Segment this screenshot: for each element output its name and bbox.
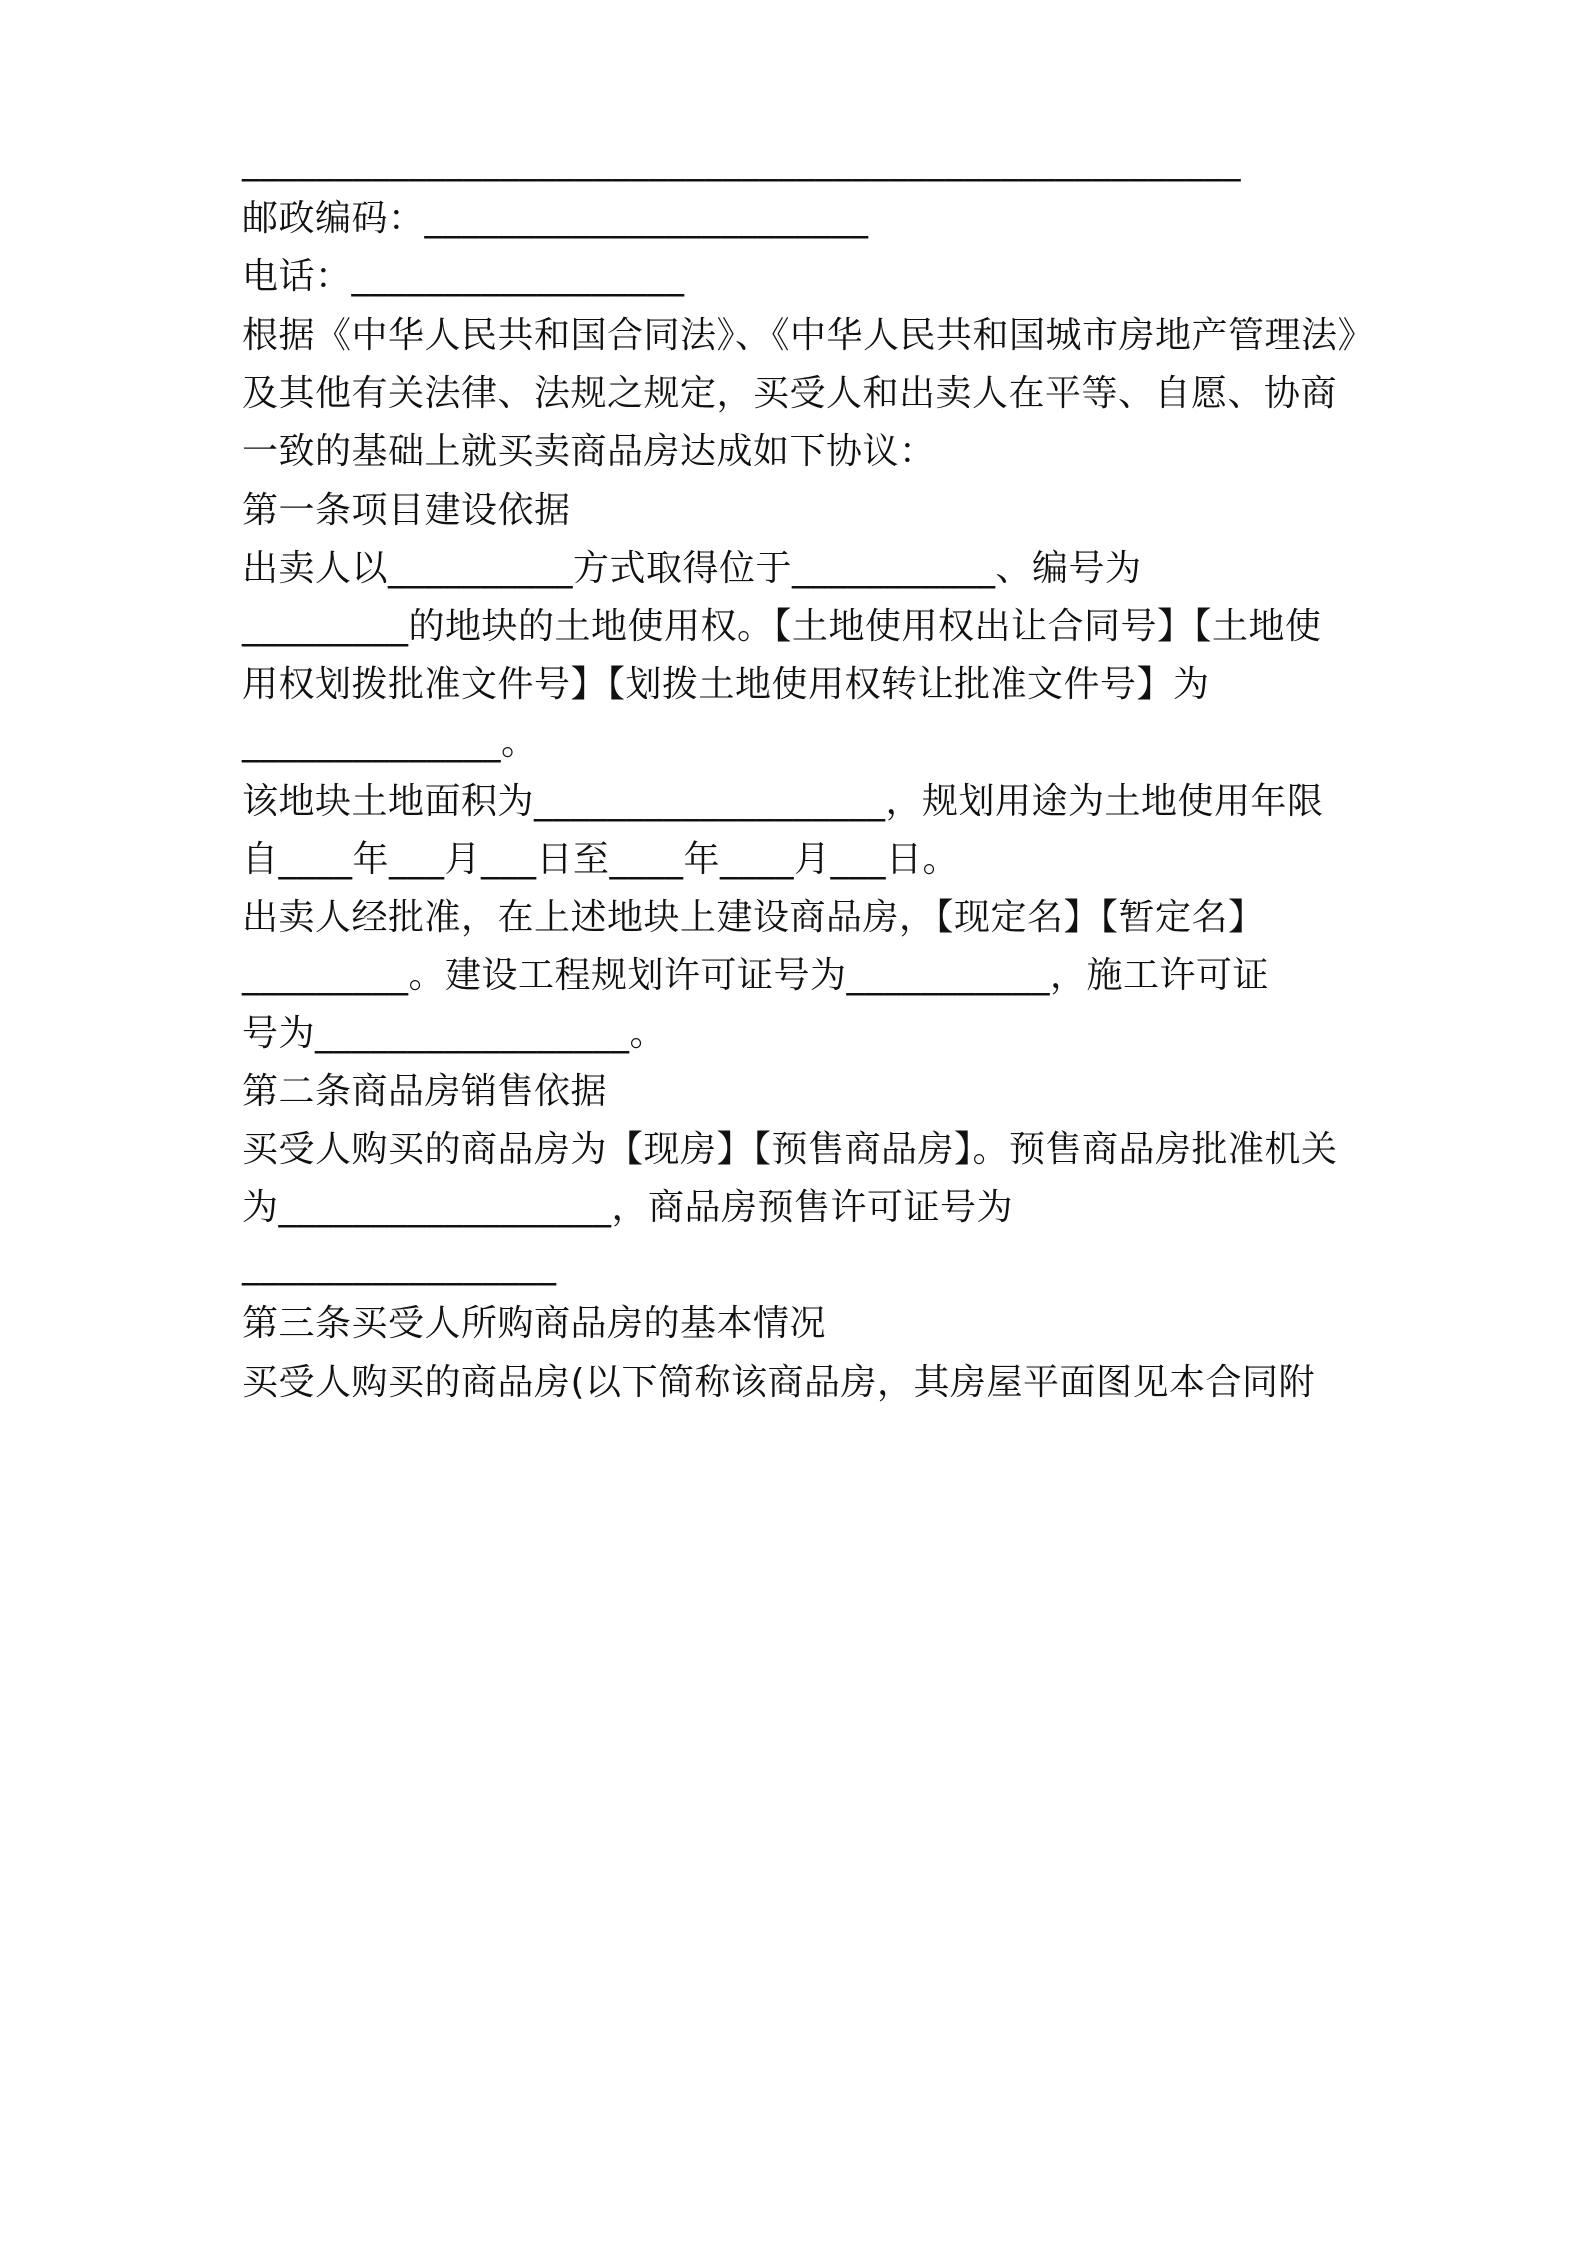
article1-p1-line-2: _________的地块的土地使用权。【土地使用权出让合同号】【土地使 — [242, 606, 1322, 647]
intro-line-1: 根据《中华人民共和国合同法》、《中华人民共和国城市房地产管理法》 — [242, 315, 1375, 356]
postal-code-line: 邮政编码：________________________ — [242, 198, 869, 239]
article3-title: 第三条买受人所购商品房的基本情况 — [242, 1303, 827, 1344]
article1-p1-line-4: ______________。 — [242, 722, 538, 763]
article1-p3-line-2: _________。建设工程规划许可证号为___________，施工许可证 — [242, 955, 1270, 996]
article1-p2-line-1: 该地块土地面积为___________________，规划用途为土地使用年限 — [242, 781, 1324, 822]
article1-p2-line-2: 自____年___月___日至____年____月___日。 — [242, 839, 960, 880]
article1-p1-text-1: 出卖人以__________方式取得位于___________、编号为 — [242, 548, 1142, 589]
article2-title: 第二条商品房销售依据 — [242, 1071, 608, 1112]
top-underline: ______________________________________________________ — [242, 141, 1241, 182]
intro-line-2: 及其他有关法律、法规之规定，买受人和出卖人在平等、自愿、协商 — [242, 373, 1338, 414]
article2-p1-line-1: 买受人购买的商品房为【现房】【预售商品房】。预售商品房批准机关 — [242, 1129, 1338, 1170]
article3-p1-line-1: 买受人购买的商品房(以下简称该商品房，其房屋平面图见本合同附 — [242, 1362, 1316, 1403]
article1-p3-line-3: 号为_________________。 — [242, 1013, 667, 1054]
article2-p1-line-3: _________________ — [242, 1245, 557, 1286]
article1-p1-line-3: 用权划拨批准文件号】【划拨土地使用权转让批准文件号】为 — [242, 664, 1210, 705]
article1-p1-line-1 — [242, 543, 1360, 595]
phone-line: 电话：__________________ — [242, 256, 685, 297]
article2-p1-line-2: 为__________________，商品房预售许可证号为 — [242, 1187, 1014, 1228]
article1-title: 第一条项目建设依据 — [242, 490, 571, 531]
intro-line-3: 一致的基础上就买卖商品房达成如下协议： — [242, 431, 936, 472]
article1-p3-line-1: 出卖人经批准，在上述地块上建设商品房，【现定名】【暂定名】 — [242, 897, 1265, 938]
